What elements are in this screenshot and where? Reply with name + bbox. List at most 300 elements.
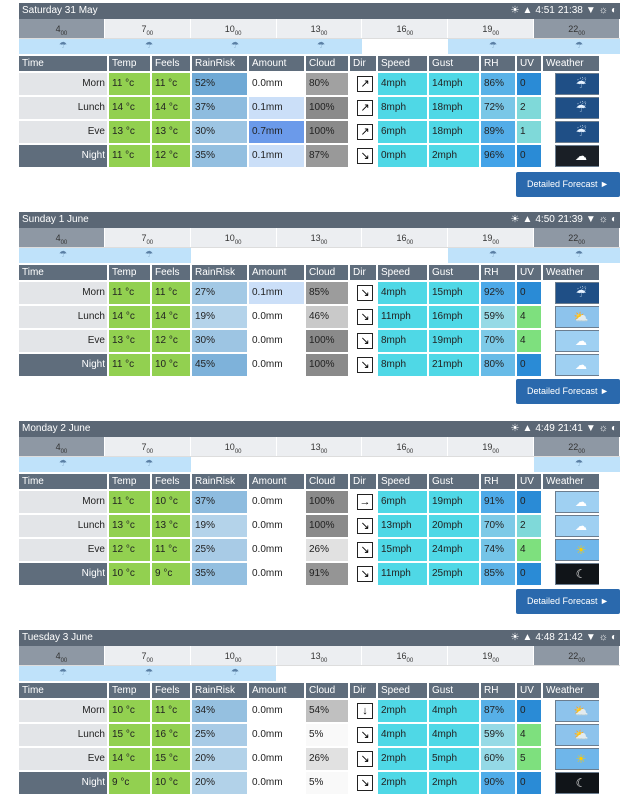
row-time: Morn <box>19 73 107 95</box>
day-forecast-sun <box>19 212 620 396</box>
column-header: Dir <box>350 683 376 698</box>
feels-value: 9 °c <box>152 563 190 585</box>
feels-value: 15 °c <box>152 748 190 770</box>
table-row <box>19 306 620 328</box>
sunset-time: 21:38 <box>557 5 583 16</box>
day-header <box>19 212 620 228</box>
umbrella-icon: ☂ <box>317 40 326 50</box>
wind-direction <box>350 330 376 352</box>
amount-value: 0.0mm <box>249 772 304 794</box>
sunrise-arrow-icon: ▲ <box>522 423 533 434</box>
rain-weather-icon: ☔ <box>555 282 599 304</box>
table-row <box>19 748 620 770</box>
temp-value: 11 °c <box>109 73 150 95</box>
weather-cell <box>543 97 599 119</box>
wind-gust: 2mph <box>429 772 479 794</box>
weather-cell <box>543 724 599 746</box>
cloud-value: 100% <box>306 97 348 119</box>
uv-value: 0 <box>517 282 541 304</box>
timeline-hour: $4_{00}$ <box>19 437 105 456</box>
row-time: Night <box>19 354 107 376</box>
weather-cell <box>543 772 599 794</box>
rainrisk-value: 30% <box>192 330 247 352</box>
sunset-arrow-icon: ▼ <box>585 423 596 434</box>
timeline-hour: $13_{00}$ <box>277 437 363 456</box>
umbrella-icon: ☂ <box>231 40 240 50</box>
table-row <box>19 772 620 794</box>
feels-value: 16 °c <box>152 724 190 746</box>
feels-value: 10 °c <box>152 772 190 794</box>
rainrisk-value: 34% <box>192 700 247 722</box>
cloud-value: 46% <box>306 306 348 328</box>
wind-direction <box>350 354 376 376</box>
table-row <box>19 724 620 746</box>
temp-value: 11 °c <box>109 145 150 167</box>
cloud-value: 87% <box>306 145 348 167</box>
uv-value: 0 <box>517 491 541 513</box>
rain-segment <box>19 248 191 263</box>
day-forecast-mon <box>19 421 620 606</box>
wind-direction <box>350 282 376 304</box>
cloud-weather-icon: ☁ <box>555 354 599 376</box>
table-row <box>19 282 620 304</box>
night-cloud-weather-icon: ☁ <box>555 145 599 167</box>
column-header: Cloud <box>306 265 348 280</box>
umbrella-icon: ☂ <box>145 40 154 50</box>
sun-weather-icon: ☀ <box>555 539 599 561</box>
column-header: Gust <box>429 683 479 698</box>
wind-speed: 8mph <box>378 330 427 352</box>
column-header: Weather <box>543 683 599 698</box>
row-time: Lunch <box>19 97 107 119</box>
column-header: Amount <box>249 683 304 698</box>
table-header <box>19 474 620 489</box>
rain-segment <box>19 457 191 472</box>
column-header: Feels <box>152 56 190 71</box>
wind-direction <box>350 491 376 513</box>
timeline-hour: $4_{00}$ <box>19 19 105 38</box>
wind-arrow-icon: ↘ <box>357 751 373 767</box>
cloud-value: 5% <box>306 724 348 746</box>
column-header: Time <box>19 56 107 71</box>
detailed-forecast-button[interactable]: Detailed Forecast ► <box>516 172 620 197</box>
umbrella-icon: ☂ <box>145 458 154 468</box>
wind-direction <box>350 748 376 770</box>
humidity-value: 86% <box>481 73 515 95</box>
wind-speed: 11mph <box>378 563 427 585</box>
cloud-value: 100% <box>306 330 348 352</box>
day-header <box>19 630 620 646</box>
wind-speed: 15mph <box>378 539 427 561</box>
wind-direction <box>350 121 376 143</box>
sunrise-arrow-icon: ▲ <box>522 214 533 225</box>
wind-arrow-icon: ↗ <box>357 100 373 116</box>
sun-icon: ☀ <box>510 5 520 16</box>
amount-value: 0.0mm <box>249 491 304 513</box>
sun-icon: ☀ <box>510 632 520 643</box>
weather-cell <box>543 145 599 167</box>
wind-gust: 19mph <box>429 491 479 513</box>
feels-value: 11 °c <box>152 700 190 722</box>
moon-phase-icon: ◐ <box>610 214 617 225</box>
rainrisk-value: 52% <box>192 73 247 95</box>
wind-arrow-icon: ↘ <box>357 309 373 325</box>
rainrisk-value: 37% <box>192 491 247 513</box>
forecast-rows <box>19 282 620 376</box>
sun-times <box>511 421 618 437</box>
timeline-hour: $13_{00}$ <box>277 19 363 38</box>
column-header: RainRisk <box>192 474 247 489</box>
column-header: Dir <box>350 265 376 280</box>
wind-arrow-icon: ↘ <box>357 285 373 301</box>
uv-value: 0 <box>517 563 541 585</box>
feels-value: 10 °c <box>152 354 190 376</box>
rain-bar <box>19 39 620 54</box>
wind-speed: 8mph <box>378 97 427 119</box>
timeline-hour: $22_{00}$ <box>534 437 620 456</box>
umbrella-icon: ☂ <box>575 458 584 468</box>
wind-direction <box>350 563 376 585</box>
timeline-hour: $16_{00}$ <box>362 646 448 665</box>
row-time: Morn <box>19 700 107 722</box>
column-header: Amount <box>249 265 304 280</box>
umbrella-icon: ☂ <box>59 40 68 50</box>
timeline-hour: $4_{00}$ <box>19 228 105 247</box>
sunset-time: 21:42 <box>557 632 583 643</box>
wind-arrow-icon: ↘ <box>357 357 373 373</box>
amount-value: 0.1mm <box>249 97 304 119</box>
umbrella-icon: ☂ <box>489 40 498 50</box>
table-row <box>19 700 620 722</box>
umbrella-icon: ☂ <box>59 667 68 677</box>
sun-icon: ☀ <box>510 423 520 434</box>
humidity-value: 87% <box>481 700 515 722</box>
table-row <box>19 563 620 585</box>
table-header <box>19 56 620 71</box>
forecast-rows <box>19 700 620 794</box>
umbrella-icon: ☂ <box>575 249 584 259</box>
wind-speed: 4mph <box>378 282 427 304</box>
column-header: Gust <box>429 265 479 280</box>
column-header: Temp <box>109 683 150 698</box>
timeline-hour: $16_{00}$ <box>362 437 448 456</box>
rainrisk-value: 27% <box>192 282 247 304</box>
wind-gust: 19mph <box>429 330 479 352</box>
wind-gust: 24mph <box>429 539 479 561</box>
rainrisk-value: 25% <box>192 724 247 746</box>
rainrisk-value: 19% <box>192 306 247 328</box>
cloud-value: 100% <box>306 354 348 376</box>
forecast-rows <box>19 491 620 585</box>
rain-segment <box>448 39 620 54</box>
cloud-value: 80% <box>306 73 348 95</box>
timeline-hour: $16_{00}$ <box>362 228 448 247</box>
day-title: Tuesday 3 June <box>22 632 93 643</box>
wind-arrow-icon: ↘ <box>357 542 373 558</box>
row-time: Lunch <box>19 306 107 328</box>
humidity-value: 72% <box>481 97 515 119</box>
table-row <box>19 97 620 119</box>
column-header: RH <box>481 683 515 698</box>
column-header: Speed <box>378 265 427 280</box>
wind-speed: 13mph <box>378 515 427 537</box>
sunset-arrow-icon: ▼ <box>585 214 596 225</box>
table-row <box>19 73 620 95</box>
timeline-hour: $7_{00}$ <box>105 437 191 456</box>
amount-value: 0.0mm <box>249 539 304 561</box>
wind-direction <box>350 539 376 561</box>
feels-value: 14 °c <box>152 306 190 328</box>
sun-times <box>511 3 618 19</box>
weather-cell <box>543 354 599 376</box>
wind-speed: 6mph <box>378 491 427 513</box>
amount-value: 0.0mm <box>249 724 304 746</box>
feels-value: 11 °c <box>152 282 190 304</box>
timeline-hour: $22_{00}$ <box>534 19 620 38</box>
detailed-forecast-button[interactable]: Detailed Forecast ► <box>516 589 620 614</box>
timeline-hour: $10_{00}$ <box>191 437 277 456</box>
amount-value: 0.0mm <box>249 73 304 95</box>
column-header: Weather <box>543 474 599 489</box>
wind-speed: 2mph <box>378 772 427 794</box>
column-header: Weather <box>543 265 599 280</box>
wind-direction <box>350 73 376 95</box>
amount-value: 0.0mm <box>249 330 304 352</box>
timeline-hour: $22_{00}$ <box>534 228 620 247</box>
table-header <box>19 265 620 280</box>
column-header: Temp <box>109 56 150 71</box>
cloud-value: 100% <box>306 491 348 513</box>
hour-timeline <box>19 646 620 666</box>
humidity-value: 74% <box>481 539 515 561</box>
sun-icon: ☀ <box>510 214 520 225</box>
rainrisk-value: 25% <box>192 539 247 561</box>
timeline-hour: $19_{00}$ <box>448 19 534 38</box>
column-header: UV <box>517 474 541 489</box>
sun-times <box>511 630 618 646</box>
weather-cell <box>543 491 599 513</box>
rain-bar <box>19 248 620 263</box>
sunrise-time: 4:49 <box>535 423 555 434</box>
rain-weather-icon: ☔ <box>555 97 599 119</box>
table-row <box>19 145 620 167</box>
umbrella-icon: ☂ <box>145 249 154 259</box>
wind-gust: 5mph <box>429 748 479 770</box>
amount-value: 0.0mm <box>249 515 304 537</box>
weather-cell <box>543 748 599 770</box>
uv-value: 2 <box>517 515 541 537</box>
sun-cloud-weather-icon: ⛅ <box>555 724 599 746</box>
row-time: Night <box>19 772 107 794</box>
row-time: Night <box>19 145 107 167</box>
sunrise-time: 4:50 <box>535 214 555 225</box>
feels-value: 12 °c <box>152 330 190 352</box>
day-header <box>19 421 620 437</box>
uv-value: 4 <box>517 330 541 352</box>
uv-value: 4 <box>517 724 541 746</box>
column-header: RainRisk <box>192 683 247 698</box>
column-header: Gust <box>429 474 479 489</box>
umbrella-icon: ☂ <box>575 40 584 50</box>
timeline-hour: $16_{00}$ <box>362 19 448 38</box>
wind-speed: 4mph <box>378 73 427 95</box>
column-header: Cloud <box>306 56 348 71</box>
cloud-value: 100% <box>306 515 348 537</box>
cloud-weather-icon: ☁ <box>555 330 599 352</box>
temp-value: 13 °c <box>109 121 150 143</box>
wind-arrow-icon: ↓ <box>357 703 373 719</box>
detailed-forecast-button[interactable]: Detailed Forecast ► <box>516 379 620 404</box>
temp-value: 13 °c <box>109 515 150 537</box>
temp-value: 11 °c <box>109 282 150 304</box>
humidity-value: 89% <box>481 121 515 143</box>
uv-value: 0 <box>517 145 541 167</box>
timeline-hour: $7_{00}$ <box>105 19 191 38</box>
wind-speed: 11mph <box>378 306 427 328</box>
humidity-value: 96% <box>481 145 515 167</box>
rainrisk-value: 30% <box>192 121 247 143</box>
wind-speed: 2mph <box>378 700 427 722</box>
row-time: Eve <box>19 121 107 143</box>
amount-value: 0.0mm <box>249 700 304 722</box>
column-header: Speed <box>378 474 427 489</box>
temp-value: 9 °c <box>109 772 150 794</box>
humidity-value: 70% <box>481 515 515 537</box>
temp-value: 13 °c <box>109 330 150 352</box>
row-time: Eve <box>19 748 107 770</box>
humidity-value: 70% <box>481 330 515 352</box>
night-weather-icon: ☾ <box>555 772 599 794</box>
amount-value: 0.7mm <box>249 121 304 143</box>
column-header: RH <box>481 265 515 280</box>
timeline-hour: $10_{00}$ <box>191 228 277 247</box>
timeline-hour: $19_{00}$ <box>448 228 534 247</box>
table-row <box>19 539 620 561</box>
rain-weather-icon: ☔ <box>555 121 599 143</box>
column-header: Dir <box>350 56 376 71</box>
wind-gust: 18mph <box>429 97 479 119</box>
cloud-value: 54% <box>306 700 348 722</box>
feels-value: 11 °c <box>152 539 190 561</box>
wind-arrow-icon: ↘ <box>357 518 373 534</box>
hour-timeline <box>19 437 620 457</box>
amount-value: 0.0mm <box>249 748 304 770</box>
weather-cell <box>543 121 599 143</box>
sun-small-icon: ☼ <box>598 5 608 16</box>
sunset-time: 21:41 <box>557 423 583 434</box>
feels-value: 13 °c <box>152 515 190 537</box>
column-header: Time <box>19 265 107 280</box>
sun-weather-icon: ☀ <box>555 748 599 770</box>
wind-arrow-icon: ↘ <box>357 727 373 743</box>
rain-weather-icon: ☔ <box>555 73 599 95</box>
uv-value: 0 <box>517 73 541 95</box>
timeline-hour: $19_{00}$ <box>448 646 534 665</box>
feels-value: 11 °c <box>152 73 190 95</box>
humidity-value: 90% <box>481 772 515 794</box>
uv-value: 2 <box>517 97 541 119</box>
feels-value: 10 °c <box>152 491 190 513</box>
column-header: Feels <box>152 683 190 698</box>
wind-gust: 21mph <box>429 354 479 376</box>
sunrise-arrow-icon: ▲ <box>522 5 533 16</box>
temp-value: 10 °c <box>109 563 150 585</box>
moon-phase-icon: ◐ <box>610 423 617 434</box>
humidity-value: 92% <box>481 282 515 304</box>
wind-direction <box>350 772 376 794</box>
umbrella-icon: ☂ <box>59 249 68 259</box>
rain-segment <box>19 39 362 54</box>
table-header <box>19 683 620 698</box>
temp-value: 12 °c <box>109 539 150 561</box>
timeline-hour: $4_{00}$ <box>19 646 105 665</box>
humidity-value: 59% <box>481 724 515 746</box>
wind-speed: 4mph <box>378 724 427 746</box>
uv-value: 0 <box>517 700 541 722</box>
wind-direction <box>350 97 376 119</box>
feels-value: 14 °c <box>152 97 190 119</box>
sun-cloud-weather-icon: ⛅ <box>555 306 599 328</box>
wind-gust: 4mph <box>429 724 479 746</box>
amount-value: 0.0mm <box>249 306 304 328</box>
humidity-value: 59% <box>481 306 515 328</box>
wind-gust: 18mph <box>429 121 479 143</box>
temp-value: 15 °c <box>109 724 150 746</box>
sunset-arrow-icon: ▼ <box>585 5 596 16</box>
hour-timeline <box>19 19 620 39</box>
wind-gust: 25mph <box>429 563 479 585</box>
timeline-hour: $22_{00}$ <box>534 646 620 665</box>
umbrella-icon: ☂ <box>59 458 68 468</box>
wind-arrow-icon: → <box>357 494 373 510</box>
timeline-hour: $13_{00}$ <box>277 646 363 665</box>
rain-bar <box>19 666 620 681</box>
wind-gust: 2mph <box>429 145 479 167</box>
wind-arrow-icon: ↘ <box>357 333 373 349</box>
temp-value: 11 °c <box>109 491 150 513</box>
column-header: RainRisk <box>192 265 247 280</box>
timeline-hour: $19_{00}$ <box>448 437 534 456</box>
timeline-hour: $10_{00}$ <box>191 19 277 38</box>
umbrella-icon: ☂ <box>489 249 498 259</box>
cloud-weather-icon: ☁ <box>555 491 599 513</box>
wind-arrow-icon: ↘ <box>357 566 373 582</box>
column-header: Speed <box>378 683 427 698</box>
hour-timeline <box>19 228 620 248</box>
column-header: Amount <box>249 56 304 71</box>
cloud-weather-icon: ☁ <box>555 515 599 537</box>
column-header: Feels <box>152 474 190 489</box>
wind-arrow-icon: ↘ <box>357 775 373 791</box>
wind-arrow-icon: ↗ <box>357 124 373 140</box>
temp-value: 10 °c <box>109 700 150 722</box>
sunset-time: 21:39 <box>557 214 583 225</box>
uv-value: 4 <box>517 306 541 328</box>
column-header: Cloud <box>306 683 348 698</box>
rainrisk-value: 20% <box>192 772 247 794</box>
rainrisk-value: 19% <box>192 515 247 537</box>
column-header: RH <box>481 474 515 489</box>
rainrisk-value: 45% <box>192 354 247 376</box>
row-time: Morn <box>19 282 107 304</box>
column-header: UV <box>517 265 541 280</box>
wind-speed: 2mph <box>378 748 427 770</box>
column-header: Cloud <box>306 474 348 489</box>
rain-bar <box>19 457 620 472</box>
uv-value: 5 <box>517 748 541 770</box>
column-header: RainRisk <box>192 56 247 71</box>
cloud-value: 26% <box>306 748 348 770</box>
